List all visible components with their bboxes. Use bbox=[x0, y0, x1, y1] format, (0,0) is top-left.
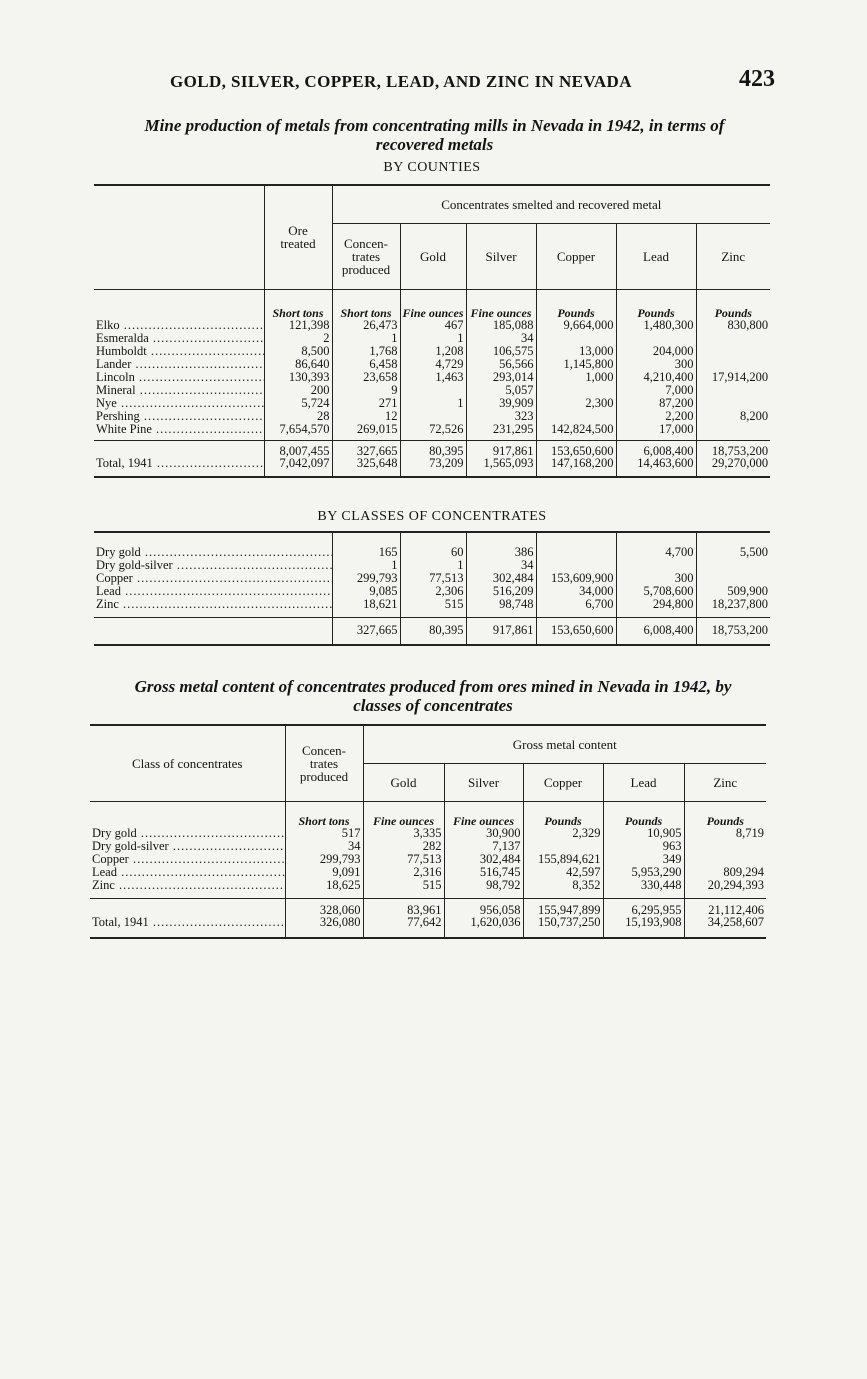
table-row bbox=[94, 332, 770, 345]
value-cell: 39,909 bbox=[466, 397, 536, 410]
value-cell: 294,800 bbox=[616, 598, 696, 617]
total-value: 327,665 bbox=[332, 617, 400, 645]
value-cell: 809,294 bbox=[684, 866, 766, 879]
value-cell bbox=[696, 384, 770, 397]
value-cell: 1 bbox=[400, 397, 466, 410]
value-cell: 6,700 bbox=[536, 598, 616, 617]
value-cell: 12 bbox=[332, 410, 400, 423]
unit-label: Pounds bbox=[603, 801, 684, 827]
value-cell: 516,209 bbox=[466, 585, 536, 598]
total-1941-value: 14,463,600 bbox=[616, 457, 696, 477]
value-cell: 467 bbox=[400, 319, 466, 332]
value-cell: 3,335 bbox=[363, 827, 444, 840]
class-name: Dry gold-silver ..... bbox=[94, 559, 332, 572]
col-header-gold: Gold bbox=[400, 223, 466, 289]
value-cell: 18,237,800 bbox=[696, 598, 770, 617]
value-cell: 34,000 bbox=[536, 585, 616, 598]
value-cell: 293,014 bbox=[466, 371, 536, 384]
total-value: 80,395 bbox=[400, 440, 466, 457]
value-cell: 4,210,400 bbox=[616, 371, 696, 384]
total-value: 21,112,406 bbox=[684, 898, 766, 916]
value-cell: 34 bbox=[466, 332, 536, 345]
unit-label: Fine ounces bbox=[400, 289, 466, 319]
value-cell: 7,000 bbox=[616, 384, 696, 397]
value-cell: 1,000 bbox=[536, 371, 616, 384]
total-value: 956,058 bbox=[444, 898, 523, 916]
value-cell: 142,824,500 bbox=[536, 423, 616, 440]
total-label bbox=[94, 440, 264, 457]
col-header-lead-3: Lead bbox=[603, 763, 684, 801]
class-name: Lead ..... bbox=[94, 585, 332, 598]
value-cell: 204,000 bbox=[616, 345, 696, 358]
units-row bbox=[94, 289, 770, 319]
value-cell: 8,200 bbox=[696, 410, 770, 423]
county-name: Nye ..... bbox=[94, 397, 264, 410]
county-name: Mineral ..... bbox=[94, 384, 264, 397]
spacer-cell bbox=[400, 532, 466, 546]
value-cell: 1,145,800 bbox=[536, 358, 616, 371]
value-cell: 5,953,290 bbox=[603, 866, 684, 879]
value-cell: 269,015 bbox=[332, 423, 400, 440]
value-cell: 18,621 bbox=[332, 598, 400, 617]
value-cell: 5,500 bbox=[696, 546, 770, 559]
value-cell: 87,200 bbox=[616, 397, 696, 410]
class-name: Dry gold ..... bbox=[90, 827, 285, 840]
total-value: 917,861 bbox=[466, 440, 536, 457]
stub-header bbox=[94, 185, 264, 289]
value-cell: 231,295 bbox=[466, 423, 536, 440]
table1-caption bbox=[92, 116, 777, 154]
total-1941-value: 326,080 bbox=[285, 916, 363, 938]
spacer-row bbox=[94, 532, 770, 546]
total-value: 8,007,455 bbox=[264, 440, 332, 457]
col-header-silver: Silver bbox=[466, 223, 536, 289]
table-row bbox=[94, 598, 770, 617]
value-cell: 330,448 bbox=[603, 879, 684, 898]
value-cell: 5,708,600 bbox=[616, 585, 696, 598]
value-cell bbox=[523, 840, 603, 853]
class-name: Dry gold ..... bbox=[94, 546, 332, 559]
col-header-concentrates-3: Concen-trates produced bbox=[285, 725, 363, 801]
value-cell: 1 bbox=[332, 559, 400, 572]
value-cell: 72,526 bbox=[400, 423, 466, 440]
class-name: Copper ..... bbox=[94, 572, 332, 585]
value-cell bbox=[696, 358, 770, 371]
unit-label: Fine ounces bbox=[466, 289, 536, 319]
total-row bbox=[94, 617, 770, 645]
value-cell: 2,200 bbox=[616, 410, 696, 423]
value-cell: 300 bbox=[616, 572, 696, 585]
value-cell bbox=[696, 559, 770, 572]
county-name: Humboldt ..... bbox=[94, 345, 264, 358]
spacer-cell bbox=[94, 532, 332, 546]
total-1941-row bbox=[94, 457, 770, 477]
value-cell: 2,329 bbox=[523, 827, 603, 840]
value-cell: 130,393 bbox=[264, 371, 332, 384]
total-value: 18,753,200 bbox=[696, 617, 770, 645]
unit-label: Pounds bbox=[696, 289, 770, 319]
value-cell bbox=[536, 384, 616, 397]
total-value: 327,665 bbox=[332, 440, 400, 457]
total-1941-value: 147,168,200 bbox=[536, 457, 616, 477]
value-cell bbox=[400, 410, 466, 423]
value-cell: 185,088 bbox=[466, 319, 536, 332]
value-cell: 1 bbox=[332, 332, 400, 345]
page-number: 423 bbox=[739, 66, 775, 92]
col-header-ore: Ore treated bbox=[264, 185, 332, 289]
value-cell: 4,729 bbox=[400, 358, 466, 371]
value-cell: 17,000 bbox=[616, 423, 696, 440]
table-row bbox=[94, 319, 770, 332]
value-cell: 42,597 bbox=[523, 866, 603, 879]
total-1941-value: 150,737,250 bbox=[523, 916, 603, 938]
total-value: 155,947,899 bbox=[523, 898, 603, 916]
total-1941-row bbox=[90, 916, 766, 938]
table-row bbox=[94, 358, 770, 371]
col-header-gold-3: Gold bbox=[363, 763, 444, 801]
col-header-zinc-3: Zinc bbox=[684, 763, 766, 801]
table-row bbox=[90, 853, 766, 866]
value-cell: 10,905 bbox=[603, 827, 684, 840]
total-1941-value: 1,565,093 bbox=[466, 457, 536, 477]
value-cell bbox=[684, 840, 766, 853]
total-1941-value: 325,648 bbox=[332, 457, 400, 477]
total-value: 83,961 bbox=[363, 898, 444, 916]
spacer-cell bbox=[616, 532, 696, 546]
value-cell bbox=[536, 546, 616, 559]
value-cell: 6,458 bbox=[332, 358, 400, 371]
table-row bbox=[94, 559, 770, 572]
unit-label: Pounds bbox=[616, 289, 696, 319]
value-cell: 5,724 bbox=[264, 397, 332, 410]
total-label bbox=[94, 617, 332, 645]
value-cell: 2,306 bbox=[400, 585, 466, 598]
value-cell: 4,700 bbox=[616, 546, 696, 559]
total-value: 6,295,955 bbox=[603, 898, 684, 916]
value-cell: 5,057 bbox=[466, 384, 536, 397]
value-cell: 509,900 bbox=[696, 585, 770, 598]
total-value: 6,008,400 bbox=[616, 440, 696, 457]
value-cell bbox=[536, 559, 616, 572]
total-value: 80,395 bbox=[400, 617, 466, 645]
value-cell: 153,609,900 bbox=[536, 572, 616, 585]
total-1941-value: 7,042,097 bbox=[264, 457, 332, 477]
value-cell: 7,654,570 bbox=[264, 423, 332, 440]
group-header: Concentrates smelted and recovered metal bbox=[332, 185, 770, 223]
value-cell: 323 bbox=[466, 410, 536, 423]
total-row bbox=[90, 898, 766, 916]
value-cell: 34 bbox=[466, 559, 536, 572]
total-value: 18,753,200 bbox=[696, 440, 770, 457]
value-cell: 2 bbox=[264, 332, 332, 345]
table2-subtitle: BY CLASSES OF CONCENTRATES bbox=[317, 509, 547, 524]
value-cell: 155,894,621 bbox=[523, 853, 603, 866]
value-cell: 2,300 bbox=[536, 397, 616, 410]
total-value: 328,060 bbox=[285, 898, 363, 916]
spacer-cell bbox=[536, 532, 616, 546]
total-1941-label: Total, 1941 ..... bbox=[94, 457, 264, 477]
value-cell: 9 bbox=[332, 384, 400, 397]
total-row bbox=[94, 440, 770, 457]
county-name: Lander ..... bbox=[94, 358, 264, 371]
value-cell: 300 bbox=[616, 358, 696, 371]
col-header-concentrates: Concen-trates produced bbox=[332, 223, 400, 289]
value-cell: 517 bbox=[285, 827, 363, 840]
total-value: 917,861 bbox=[466, 617, 536, 645]
value-cell: 1 bbox=[400, 559, 466, 572]
value-cell: 282 bbox=[363, 840, 444, 853]
county-name: White Pine ..... bbox=[94, 423, 264, 440]
value-cell: 200 bbox=[264, 384, 332, 397]
value-cell: 106,575 bbox=[466, 345, 536, 358]
value-cell: 98,792 bbox=[444, 879, 523, 898]
table-row bbox=[90, 879, 766, 898]
value-cell: 386 bbox=[466, 546, 536, 559]
value-cell bbox=[696, 332, 770, 345]
value-cell bbox=[400, 384, 466, 397]
total-1941-value: 73,209 bbox=[400, 457, 466, 477]
value-cell bbox=[696, 397, 770, 410]
unit-label: Fine ounces bbox=[363, 801, 444, 827]
table3-caption-line2: classes of concentrates bbox=[353, 696, 513, 715]
total-1941-label: Total, 1941 ..... bbox=[90, 916, 285, 938]
value-cell: 1,208 bbox=[400, 345, 466, 358]
spacer-cell bbox=[466, 532, 536, 546]
value-cell: 302,484 bbox=[444, 853, 523, 866]
gross-content-table bbox=[90, 724, 766, 939]
unit-label: Short tons bbox=[285, 801, 363, 827]
table-row bbox=[94, 345, 770, 358]
value-cell: 9,085 bbox=[332, 585, 400, 598]
total-1941-value: 15,193,908 bbox=[603, 916, 684, 938]
unit-label: Pounds bbox=[536, 289, 616, 319]
value-cell: 9,664,000 bbox=[536, 319, 616, 332]
value-cell: 60 bbox=[400, 546, 466, 559]
value-cell bbox=[696, 345, 770, 358]
stub-empty bbox=[94, 289, 264, 319]
col-header-silver-3: Silver bbox=[444, 763, 523, 801]
unit-label: Short tons bbox=[264, 289, 332, 319]
value-cell: 26,473 bbox=[332, 319, 400, 332]
value-cell: 299,793 bbox=[332, 572, 400, 585]
value-cell: 86,640 bbox=[264, 358, 332, 371]
table-row bbox=[90, 827, 766, 840]
total-value: 153,650,600 bbox=[536, 440, 616, 457]
value-cell: 23,658 bbox=[332, 371, 400, 384]
group-header-3: Gross metal content bbox=[363, 725, 766, 763]
value-cell: 9,091 bbox=[285, 866, 363, 879]
class-name: Zinc ..... bbox=[94, 598, 332, 617]
value-cell bbox=[696, 423, 770, 440]
value-cell: 17,914,200 bbox=[696, 371, 770, 384]
county-name: Lincoln ..... bbox=[94, 371, 264, 384]
county-name: Elko ..... bbox=[94, 319, 264, 332]
table-row bbox=[94, 585, 770, 598]
table-row bbox=[94, 423, 770, 440]
total-label bbox=[90, 898, 285, 916]
value-cell: 299,793 bbox=[285, 853, 363, 866]
stub-empty bbox=[90, 801, 285, 827]
value-cell: 963 bbox=[603, 840, 684, 853]
class-name: Lead ..... bbox=[90, 866, 285, 879]
value-cell: 34 bbox=[285, 840, 363, 853]
value-cell: 271 bbox=[332, 397, 400, 410]
class-name: Zinc ..... bbox=[90, 879, 285, 898]
table-row bbox=[90, 840, 766, 853]
value-cell: 515 bbox=[363, 879, 444, 898]
col-header-lead: Lead bbox=[616, 223, 696, 289]
value-cell bbox=[616, 332, 696, 345]
county-name: Pershing ..... bbox=[94, 410, 264, 423]
classes-table bbox=[94, 531, 770, 646]
class-header: Class of concentrates bbox=[90, 725, 285, 801]
table-row bbox=[94, 371, 770, 384]
table3-caption bbox=[88, 677, 778, 715]
value-cell: 830,800 bbox=[696, 319, 770, 332]
table-row bbox=[94, 410, 770, 423]
unit-label: Pounds bbox=[523, 801, 603, 827]
value-cell: 98,748 bbox=[466, 598, 536, 617]
total-1941-value: 34,258,607 bbox=[684, 916, 766, 938]
value-cell bbox=[616, 559, 696, 572]
value-cell: 13,000 bbox=[536, 345, 616, 358]
value-cell: 7,137 bbox=[444, 840, 523, 853]
value-cell: 1,463 bbox=[400, 371, 466, 384]
value-cell: 8,719 bbox=[684, 827, 766, 840]
value-cell: 1,480,300 bbox=[616, 319, 696, 332]
spacer-cell bbox=[332, 532, 400, 546]
table3-caption-line1: Gross metal content of concentrates produced from ores mined in Nevada in 1942, by bbox=[134, 677, 732, 696]
counties-table bbox=[94, 184, 770, 478]
value-cell bbox=[536, 332, 616, 345]
unit-label: Short tons bbox=[332, 289, 400, 319]
class-name: Dry gold-silver ..... bbox=[90, 840, 285, 853]
table1-caption-line2: recovered metals bbox=[375, 135, 494, 154]
value-cell bbox=[696, 572, 770, 585]
value-cell: 56,566 bbox=[466, 358, 536, 371]
value-cell: 30,900 bbox=[444, 827, 523, 840]
total-1941-value: 77,642 bbox=[363, 916, 444, 938]
county-name: Esmeralda ..... bbox=[94, 332, 264, 345]
table1-caption-line1: Mine production of metals from concentrating mills in Nevada in 1942, in terms of bbox=[144, 116, 725, 135]
value-cell: 515 bbox=[400, 598, 466, 617]
total-value: 153,650,600 bbox=[536, 617, 616, 645]
value-cell bbox=[684, 853, 766, 866]
table-row bbox=[94, 397, 770, 410]
value-cell: 2,316 bbox=[363, 866, 444, 879]
table1-subtitle: BY COUNTIES bbox=[383, 160, 481, 175]
value-cell: 349 bbox=[603, 853, 684, 866]
value-cell: 1 bbox=[400, 332, 466, 345]
table-row bbox=[94, 384, 770, 397]
unit-label: Fine ounces bbox=[444, 801, 523, 827]
table-row bbox=[90, 866, 766, 879]
value-cell: 77,513 bbox=[363, 853, 444, 866]
col-header-copper: Copper bbox=[536, 223, 616, 289]
col-header-zinc: Zinc bbox=[696, 223, 770, 289]
value-cell: 8,500 bbox=[264, 345, 332, 358]
value-cell: 28 bbox=[264, 410, 332, 423]
col-header-copper-3: Copper bbox=[523, 763, 603, 801]
value-cell: 1,768 bbox=[332, 345, 400, 358]
value-cell: 20,294,393 bbox=[684, 879, 766, 898]
running-title: GOLD, SILVER, COPPER, LEAD, AND ZINC IN NEVADA bbox=[170, 72, 632, 91]
table-row bbox=[94, 572, 770, 585]
value-cell: 8,352 bbox=[523, 879, 603, 898]
table-row bbox=[94, 546, 770, 559]
value-cell: 302,484 bbox=[466, 572, 536, 585]
value-cell: 18,625 bbox=[285, 879, 363, 898]
value-cell: 121,398 bbox=[264, 319, 332, 332]
units-row bbox=[90, 801, 766, 827]
value-cell bbox=[536, 410, 616, 423]
unit-label: Pounds bbox=[684, 801, 766, 827]
class-name: Copper ..... bbox=[90, 853, 285, 866]
total-value: 6,008,400 bbox=[616, 617, 696, 645]
value-cell: 165 bbox=[332, 546, 400, 559]
value-cell: 516,745 bbox=[444, 866, 523, 879]
total-1941-value: 29,270,000 bbox=[696, 457, 770, 477]
value-cell: 77,513 bbox=[400, 572, 466, 585]
spacer-cell bbox=[696, 532, 770, 546]
total-1941-value: 1,620,036 bbox=[444, 916, 523, 938]
